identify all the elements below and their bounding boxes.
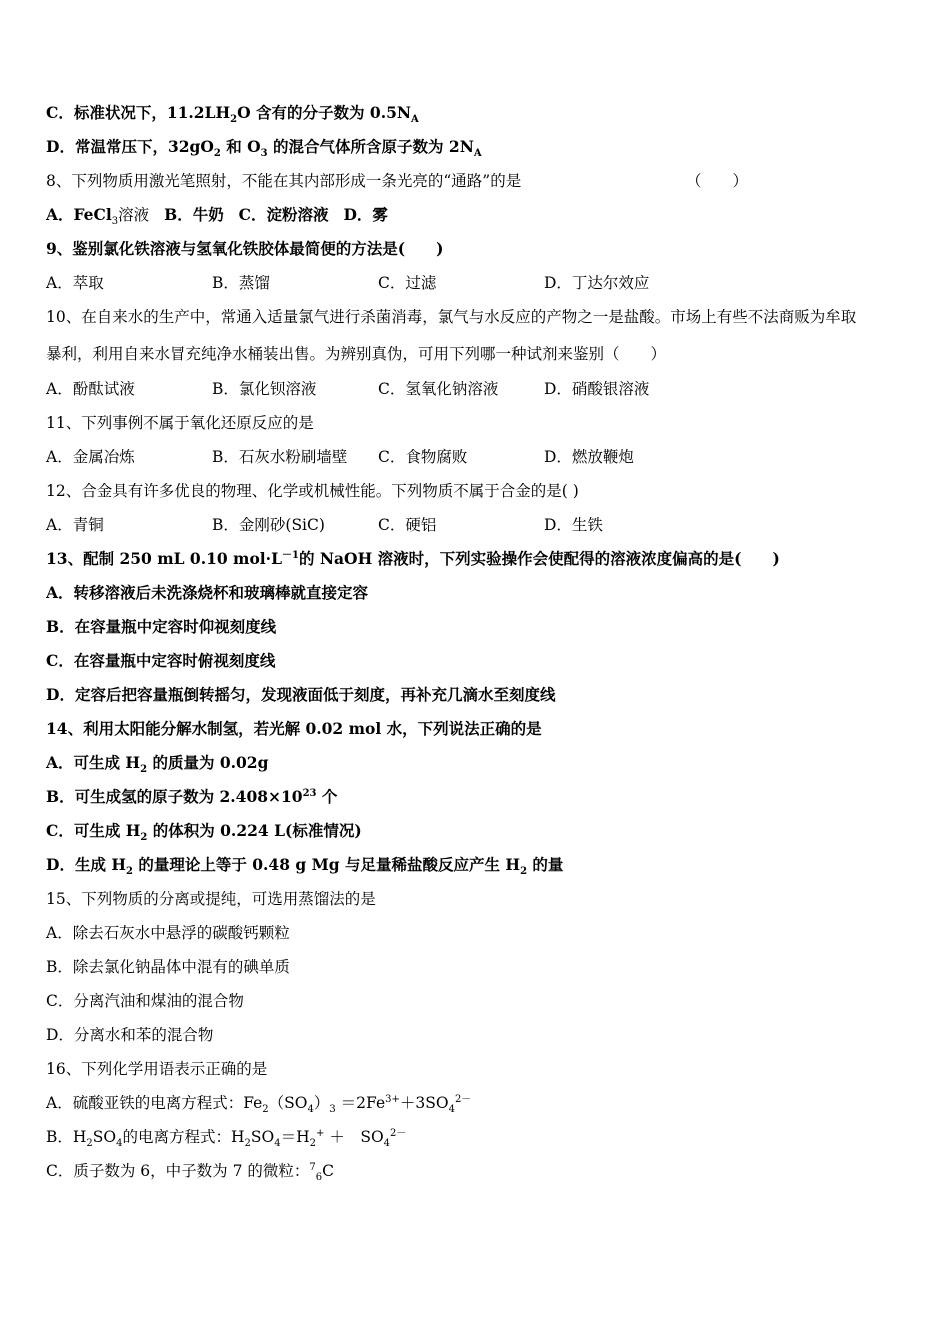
question-16-option-b: B．$H_2SO_4$的电离方程式：$H_2SO_4=H_2^+$ ＋ $SO_4^{2-}$	[46, 1127, 407, 1150]
question-9-options: A．萃取 B．蒸馏 C．过滤 D．丁达尔效应	[46, 274, 650, 292]
question-10-line-2: 暴利，利用自来水冒充纯净水桶装出售。为辨别真伪，可用下列哪一种试剂来鉴别（ ）	[46, 345, 667, 363]
question-14-option-d: D．生成 $H_2$ 的量理论上等于 0.48 g Mg 与足量稀盐酸反应产生 $H_2$ 的量	[46, 855, 564, 878]
question-13-option-c: C．在容量瓶中定容时俯视刻度线	[46, 651, 276, 670]
question-15-option-c: C．分离汽油和煤油的混合物	[46, 992, 244, 1010]
question-16: 16、下列化学用语表示正确的是	[46, 1060, 268, 1078]
question-11-options: A．金属冶炼 B．石灰水粉刷墙壁 C．食物腐败 D．燃放鞭炮	[46, 448, 634, 466]
question-15: 15、下列物质的分离或提纯，可选用蒸馏法的是	[46, 890, 376, 908]
question-8: 8、下列物质用激光笔照射，不能在其内部形成一条光亮的“通路”的是 （ ）	[46, 172, 749, 190]
question-15-option-a: A．除去石灰水中悬浮的碳酸钙颗粒	[46, 924, 290, 942]
question-13: 13、配制 250 mL 0.10 $mol\cdot L^{-1}$的 NaOH 溶液时，下列实验操作会使配得的溶液浓度偏高的是( )	[46, 549, 780, 568]
question-16-option-a: A．硫酸亚铁的电离方程式：$Fe_2(SO_4)_3 =2Fe^{3+}+3SO_4^{2-}$	[46, 1093, 472, 1116]
question-8-options: A．FeCl$_3$溶液 B．牛奶 C．淀粉溶液 D．雾	[46, 205, 388, 228]
q7-option-c: C．标准状况下，$11.2LH_2O$ 含有的分子数为 $0.5N_A$	[46, 103, 419, 126]
question-9: 9、鉴别氯化铁溶液与氢氧化铁胶体最简便的方法是( )	[46, 239, 444, 258]
question-13-option-a: A．转移溶液后未洗涤烧杯和玻璃棒就直接定容	[46, 583, 369, 602]
question-10-options: A．酚酞试液 B．氯化钡溶液 C．氢氧化钠溶液 D．硝酸银溶液	[46, 380, 650, 398]
question-14: 14、利用太阳能分解水制氢，若光解 0.02 mol 水，下列说法正确的是	[46, 719, 542, 738]
question-12-options: A．青铜 B．金刚砂(SiC) C．硬铝 D．生铁	[46, 516, 603, 534]
question-15-option-b: B．除去氯化钠晶体中混有的碘单质	[46, 958, 290, 976]
question-13-option-d: D．定容后把容量瓶倒转摇匀，发现液面低于刻度，再补充几滴水至刻度线	[46, 685, 556, 704]
question-13-option-b: B．在容量瓶中定容时仰视刻度线	[46, 617, 277, 636]
question-10-line-1: 10、在自来水的生产中，常通入适量氯气进行杀菌消毒，氯气与水反应的产物之一是盐酸。市场上有些不法商贩为牟取	[46, 308, 857, 326]
answer-bracket: （ ）	[686, 172, 749, 190]
question-14-option-b: B．可生成氢的原子数为 $2.408\times 10^{23}$ 个	[46, 787, 338, 806]
question-16-option-c: C．质子数为 6，中子数为 7 的微粒：$^7_6$C	[46, 1161, 334, 1184]
question-12: 12、合金具有许多优良的物理、化学或机械性能。下列物质不属于合金的是( )	[46, 482, 579, 500]
q7-option-d: D．常温常压下，$32gO_2$ 和 $O_3$ 的混合气体所含原子数为 $2N_A$	[46, 137, 482, 160]
question-14-option-a: A．可生成 $H_2$ 的质量为 0.02g	[46, 753, 269, 776]
question-11: 11、下列事例不属于氧化还原反应的是	[46, 414, 314, 432]
question-14-option-c: C．可生成 $H_2$ 的体积为 0.224 L(标准情况)	[46, 821, 362, 844]
question-15-option-d: D．分离水和苯的混合物	[46, 1026, 214, 1044]
